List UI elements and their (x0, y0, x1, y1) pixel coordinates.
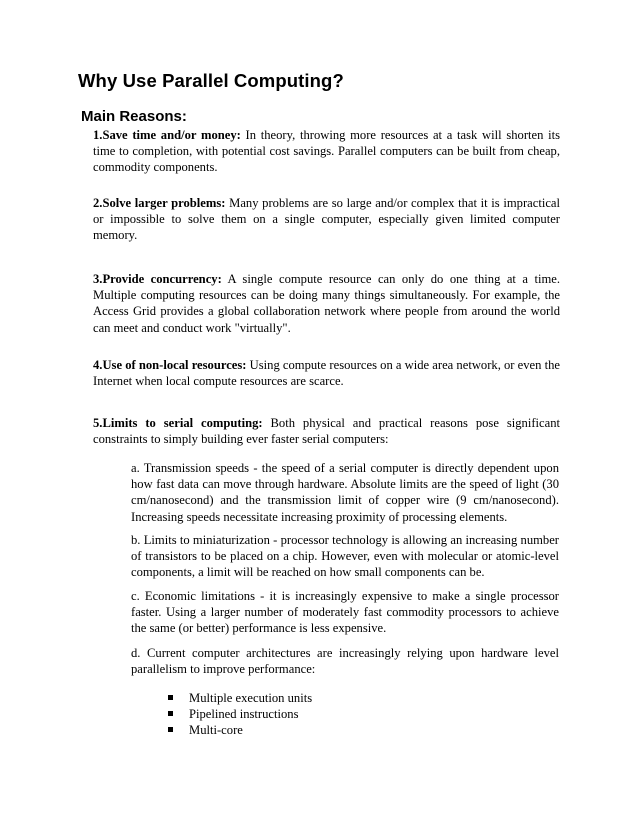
reason-text: In theory, throwing more resources at a task will shorten its time to completion, with potential cost savings. Parallel computers can be built from cheap, commodity components. (93, 128, 561, 175)
limit-a: a. Transmission speeds - the speed of a serial computer is directly dependent upon how fast data can move through hardware. Absolute limits are the speed of light (30 cm/nanosecond) and the transmission limit of copper wire (9 cm/nanosecond). Increasing speeds necessitate increasing proximity of processing elements. (131, 461, 559, 524)
square-bullet-icon (168, 695, 173, 700)
reason-label: 2.Solve larger problems: (93, 196, 226, 210)
reason-label: 4.Use of non-local resources: (93, 358, 247, 372)
reason-1 (93, 127, 560, 176)
limit-d: d. Current computer architectures are increasingly relying upon hardware level parallelism to improve performance: (131, 646, 559, 677)
reason-5 (93, 415, 560, 447)
reason-label: 3.Provide concurrency: (93, 272, 222, 286)
limit-b: b. Limits to miniaturization - processor technology is allowing an increasing number of transistors to be placed on a chip. However, even with molecular or atomic-level components, a limit will be reached on how small components can be. (131, 533, 559, 580)
reason-label: 1.Save time and/or money: (93, 128, 241, 142)
reason-text: Both physical and practical reasons pose significant constraints to simply building ever faster serial computers: (93, 416, 560, 447)
reason-text: Using compute resources on a wide area network, or even the Internet when local compute resources are scarce. (93, 358, 560, 389)
reason-3 (93, 271, 560, 336)
list-item: Multiple execution units (168, 690, 312, 706)
limit-c: c. Economic limitations - it is increasingly expensive to make a single processor faster. Using a larger number of moderately fast commodity processors to achieve the same (or better) performance is less expensive. (131, 589, 559, 636)
reason-text: A single compute resource can only do one thing at a time. Multiple computing resources can be doing many things simultaneously. For example, the Access Grid provides a global collaboration network where people from around the world can meet and conduct work "virtually". (93, 272, 561, 335)
reason-label: 5.Limits to serial computing: (93, 416, 263, 430)
bullet-list (168, 690, 312, 739)
square-bullet-icon (168, 727, 173, 732)
list-item: Pipelined instructions (168, 706, 312, 722)
reason-4 (93, 357, 560, 389)
section-heading: Main Reasons: (81, 108, 187, 125)
reason-text: Many problems are so large and/or complex that it is impractical or impossible to solve them on a single computer, especially given limited computer memory. (93, 196, 561, 243)
list-item: Multi-core (168, 722, 312, 738)
square-bullet-icon (168, 711, 173, 716)
reason-2 (93, 195, 560, 244)
page-title: Why Use Parallel Computing? (78, 70, 344, 91)
